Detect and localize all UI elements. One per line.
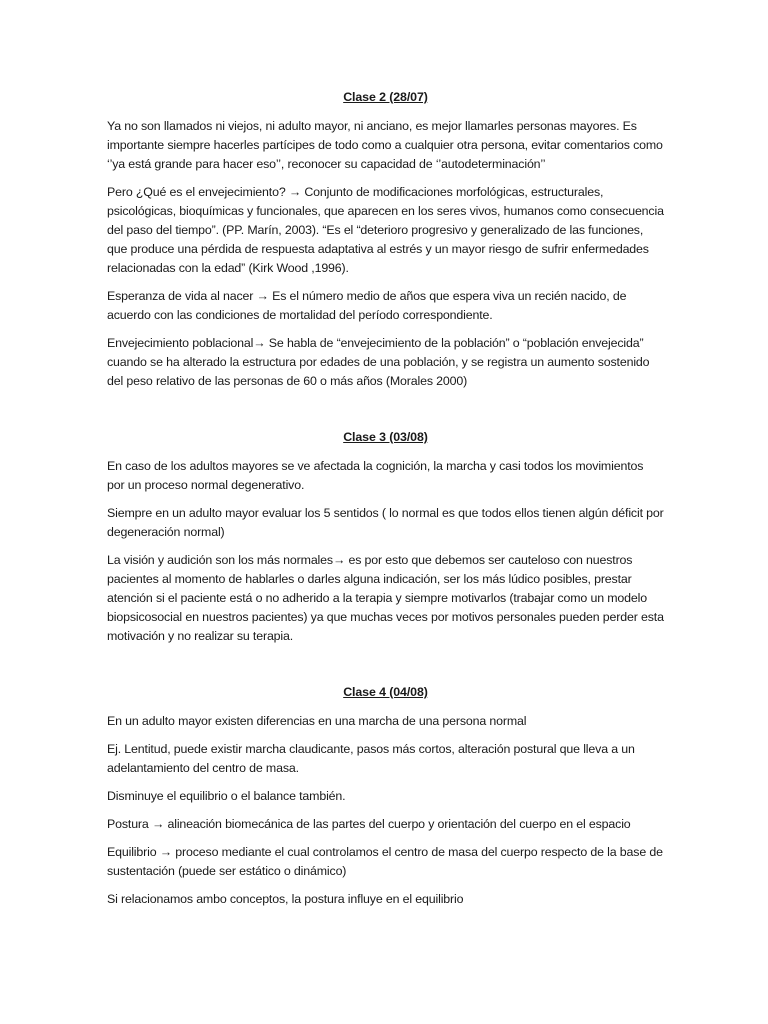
paragraph: Esperanza de vida al nacer → Es el número medio de años que espera viva un recién nacido, de acuerdo con las condiciones de mortalidad del período correspondiente. xyxy=(107,289,627,322)
paragraph: Ya no son llamados ni viejos, ni adulto mayor, ni anciano, es mejor llamarles personas mayores. Es importante siempre hacerles partícipes de todo como a cualquier otra persona, evitar comentarios como ‘’ya está grande para hacer eso’’, reconocer su capacidad de ‘’autodeterminación’’ xyxy=(107,119,663,171)
section-spacer xyxy=(107,655,664,683)
paragraph: En caso de los adultos mayores se ve afectada la cognición, la marcha y casi todos los movimientos por un proceso normal degenerativo. xyxy=(107,459,644,492)
section-title: Clase 4 (04/08) xyxy=(343,685,428,699)
paragraph: En un adulto mayor existen diferencias en una marcha de una persona normal xyxy=(107,714,527,728)
paragraph: Postura → alineación biomecánica de las partes del cuerpo y orientación del cuerpo en el espacio xyxy=(107,817,631,831)
section-spacer xyxy=(107,400,664,428)
section-clase-4 xyxy=(107,683,664,909)
paragraph: Envejecimiento poblacional→ Se habla de “envejecimiento de la población” o “población envejecida” cuando se ha alterado la estructura por edades de una población, y se registra un aumento sostenido del peso relativo de las personas de 60 o más años (Morales 2000) xyxy=(107,336,650,388)
paragraph: Equilibrio → proceso mediante el cual controlamos el centro de masa del cuerpo respecto de la base de sustentación (puede ser estático o dinámico) xyxy=(107,845,663,878)
paragraph: Ej. Lentitud, puede existir marcha claudicante, pasos más cortos, alteración postural que lleva a un adelantamiento del centro de masa. xyxy=(107,742,635,775)
paragraph: Si relacionamos ambo conceptos, la postura influye en el equilibrio xyxy=(107,892,464,906)
paragraph: Disminuye el equilibrio o el balance también. xyxy=(107,789,346,803)
paragraph: Siempre en un adulto mayor evaluar los 5 sentidos ( lo normal es que todos ellos tienen algún déficit por degeneración normal) xyxy=(107,506,664,539)
paragraph: Pero ¿Qué es el envejecimiento? → Conjunto de modificaciones morfológicas, estructurales, psicológicas, bioquímicas y funcionales, que aparecen en los seres vivos, humanos como consecuencia del paso del tiempo”. (PP. Marín, 2003). “Es el “deterioro progresivo y generalizado de las funciones, que produce una pérdida de respuesta adaptativa al estrés y un mayor riesgo de sufrir enfermedades relacionadas con la edad” (Kirk Wood ,1996). xyxy=(107,185,664,275)
section-title: Clase 3 (03/08) xyxy=(343,430,428,444)
section-clase-2 xyxy=(107,88,664,391)
section-clase-3 xyxy=(107,428,664,646)
section-title: Clase 2 (28/07) xyxy=(343,90,428,104)
paragraph: La visión y audición son los más normales→ es por esto que debemos ser cauteloso con nuestros pacientes al momento de hablarles o darles alguna indicación, ser los más lúdico posibles, prestar atención si el paciente está o no adherido a la terapia y siempre motivarlos (trabajar como un modelo biopsicosocial en nuestros pacientes) ya que muchas veces por motivos personales pueden perder esta motivación y no realizar su terapia. xyxy=(107,553,664,643)
